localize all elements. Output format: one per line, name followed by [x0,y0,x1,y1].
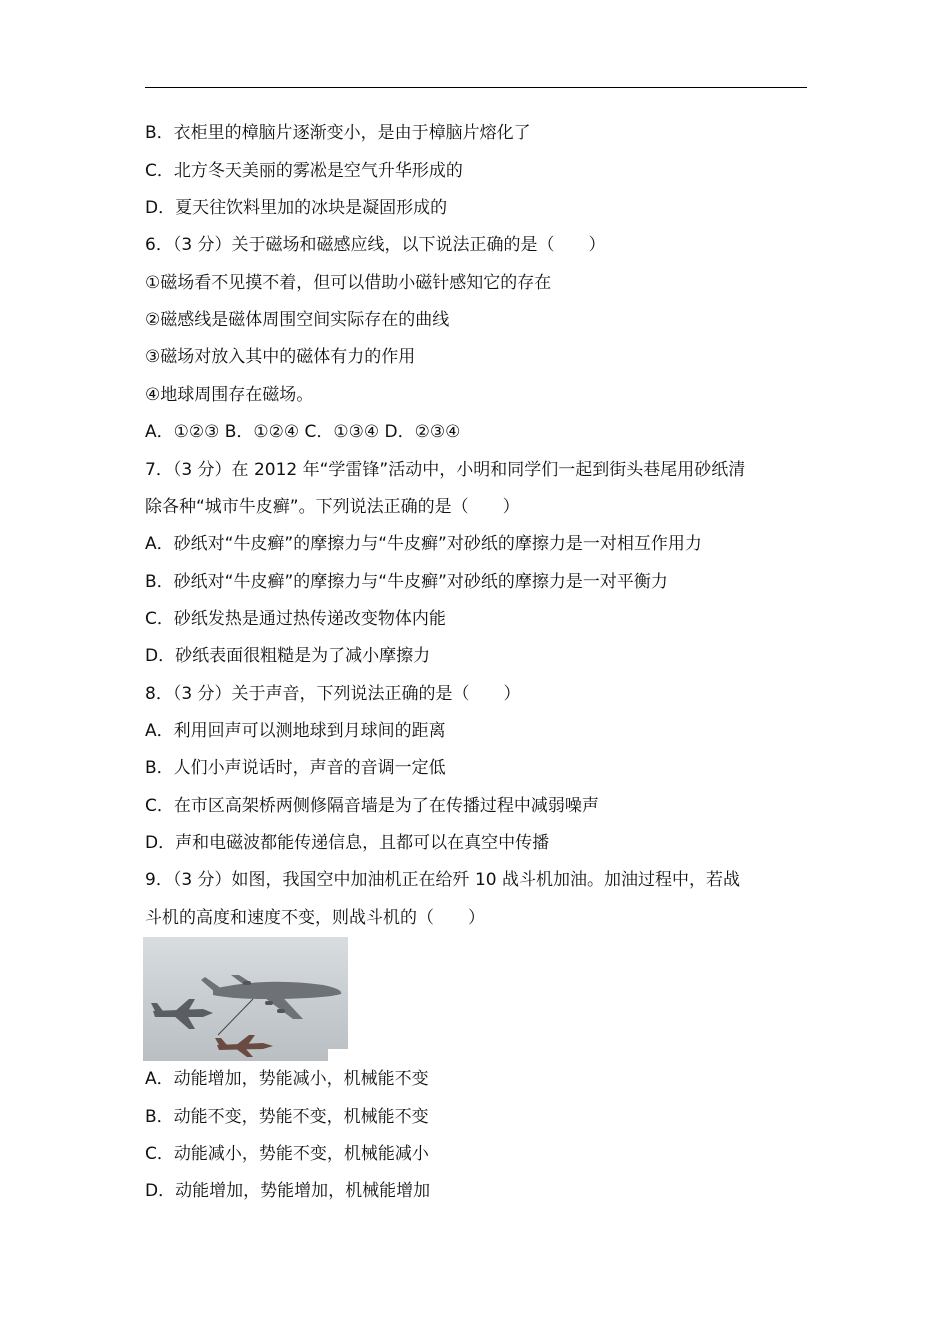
q6-statement-1: ①磁场看不见摸不着，但可以借助小磁针感知它的存在 [145,273,552,293]
q8-option-a: A．利用回声可以测地球到月球间的距离 [145,721,446,741]
q9-stem-line-2: 斗机的高度和速度不变，则战斗机的（ ） [145,908,485,928]
q9-option-c: C．动能减小，势能不变，机械能减小 [145,1144,429,1164]
q8-option-d: D．声和电磁波都能传递信息，且都可以在真空中传播 [145,833,550,853]
q6-statement-4: ④地球周围存在磁场。 [145,385,314,405]
q9-stem-line-1: 9．（3 分）如图，我国空中加油机正在给歼 10 战斗机加油。加油过程中，若战 [145,870,740,890]
q6-stem: 6．（3 分）关于磁场和磁感应线，以下说法正确的是（ ） [145,235,606,255]
header-rule [145,87,807,88]
q8-stem: 8．（3 分）关于声音，下列说法正确的是（ ） [145,684,521,704]
q7-stem-line-2: 除各种“城市牛皮癣”。下列说法正确的是（ ） [145,497,520,517]
q6-statement-2: ②磁感线是磁体周围空间实际存在的曲线 [145,310,450,330]
q9-option-d: D．动能增加，势能增加，机械能增加 [145,1181,431,1201]
q7-option-c: C．砂纸发热是通过热传递改变物体内能 [145,609,446,629]
refueling-aircraft-image [143,937,348,1061]
q6-statement-3: ③磁场对放入其中的磁体有力的作用 [145,347,416,367]
q7-option-b: B．砂纸对“牛皮癣”的摩擦力与“牛皮癣”对砂纸的摩擦力是一对平衡力 [145,572,668,592]
q9-option-b: B．动能不变，势能不变，机械能不变 [145,1107,429,1127]
q7-stem-line-1: 7．（3 分）在 2012 年“学雷锋”活动中，小明和同学们一起到街头巷尾用砂纸清 [145,460,746,480]
q5-option-b: B．衣柜里的樟脑片逐渐变小，是由于樟脑片熔化了 [145,123,531,143]
q5-option-c: C．北方冬天美丽的雾凇是空气升华形成的 [145,161,463,181]
q9-option-a: A．动能增加，势能减小，机械能不变 [145,1069,429,1089]
q6-options: A．①②③ B．①②④ C．①③④ D．②③④ [145,422,461,442]
q7-option-d: D．砂纸表面很粗糙是为了减小摩擦力 [145,646,431,666]
q8-option-b: B．人们小声说话时，声音的音调一定低 [145,758,446,778]
q5-option-d: D．夏天往饮料里加的冰块是凝固形成的 [145,198,448,218]
q7-option-a: A．砂纸对“牛皮癣”的摩擦力与“牛皮癣”对砂纸的摩擦力是一对相互作用力 [145,534,702,554]
q8-option-c: C．在市区高架桥两侧修隔音墙是为了在传播过程中减弱噪声 [145,796,599,816]
